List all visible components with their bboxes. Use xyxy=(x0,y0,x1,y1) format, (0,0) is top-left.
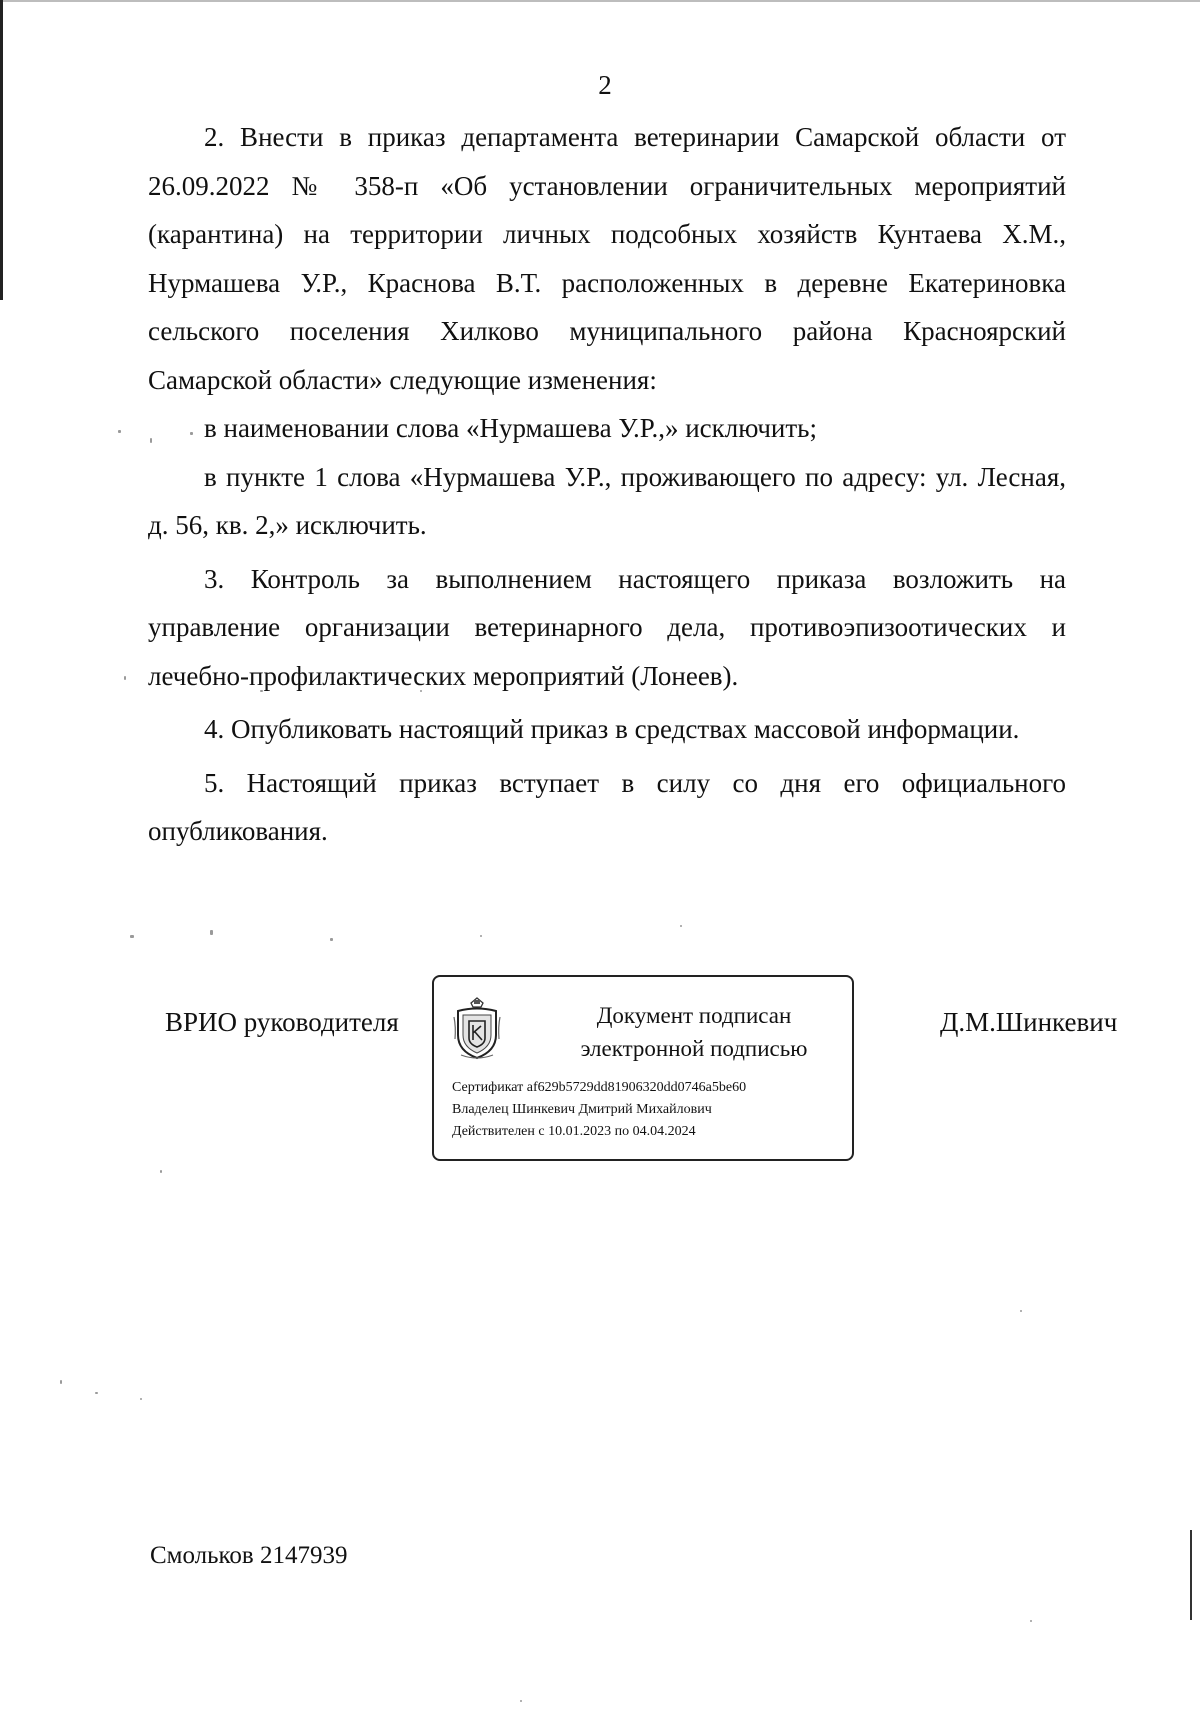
scan-speckle xyxy=(680,925,682,927)
scan-speckle xyxy=(60,1380,62,1384)
scan-speckle xyxy=(520,1700,522,1702)
scan-speckle xyxy=(260,690,263,692)
paragraph-publish: 4. Опубликовать настоящий приказ в средствах массовой информации. xyxy=(204,714,1020,744)
scan-speckle xyxy=(124,676,126,680)
certificate-validity: Действителен с 10.01.2023 по 04.04.2024 xyxy=(452,1124,696,1139)
signature-block xyxy=(0,975,1200,1175)
scan-speckle xyxy=(330,938,333,941)
scan-speckle xyxy=(210,930,213,935)
performer-info: Смольков 2147939 xyxy=(150,1542,348,1569)
scan-speckle xyxy=(130,935,134,938)
scan-edge-top xyxy=(0,0,1200,2)
scan-speckle xyxy=(160,1170,162,1173)
stamp-heading-line1: Документ подписан xyxy=(596,1003,792,1028)
coat-of-arms-icon xyxy=(452,995,502,1061)
scan-speckle xyxy=(140,1398,142,1400)
signer-name: Д.М.Шинкевич xyxy=(940,1007,1118,1037)
certificate-number: Сертификат af629b5729dd81906320dd0746a5be60 xyxy=(452,1080,747,1095)
stamp-details xyxy=(452,1077,842,1143)
paragraph-amendment: 2. Внести в приказ департамента ветеринарии Самарской области от 26.09.2022 № 358-п «Об установлении ограничительных мероприятий (карантина) на территории личных подсобных хозяйств Кунтаева Х.М., Нурмашева У.Р., Краснова В.Т. расположенных в деревне Екатериновка сельского поселения Хилково муниципального района Красноярский Самарской области» следующие изменения: xyxy=(148,122,1066,395)
scan-speckle xyxy=(1020,1310,1022,1312)
scan-speckle xyxy=(95,1392,98,1394)
scan-speckle xyxy=(420,690,422,692)
paragraph-title-change: в наименовании слова «Нурмашева У.Р.,» исключить; xyxy=(204,413,817,443)
scan-edge-right xyxy=(1190,1530,1192,1620)
page-number: 2 xyxy=(598,70,612,100)
paragraph-item1-change: в пункте 1 слова «Нурмашева У.Р., проживающего по адресу: ул. Лесная, д. 56, кв. 2,» исключить. xyxy=(148,461,1066,540)
paragraph-effective: 5. Настоящий приказ вступает в силу со дня его официального опубликования. xyxy=(148,767,1066,846)
certificate-owner: Владелец Шинкевич Дмитрий Михайлович xyxy=(452,1102,712,1117)
scan-speckle xyxy=(480,935,482,937)
scan-edge-left xyxy=(0,0,3,300)
scan-speckle xyxy=(150,438,152,443)
electronic-signature-stamp xyxy=(432,975,854,1161)
order-body xyxy=(148,113,1066,856)
paragraph-control: 3. Контроль за выполнением настоящего приказа возложить на управление организации ветеринарного дела, противоэпизоотических и лечебно-профилактических мероприятий (Лонеев). xyxy=(148,563,1066,691)
signer-title: ВРИО руководителя xyxy=(165,1007,399,1037)
scan-speckle xyxy=(190,432,193,435)
stamp-heading-line2: электронной подписью xyxy=(580,1036,808,1061)
stamp-heading xyxy=(544,999,844,1065)
scan-speckle xyxy=(118,430,121,433)
scan-speckle xyxy=(1030,1620,1032,1622)
